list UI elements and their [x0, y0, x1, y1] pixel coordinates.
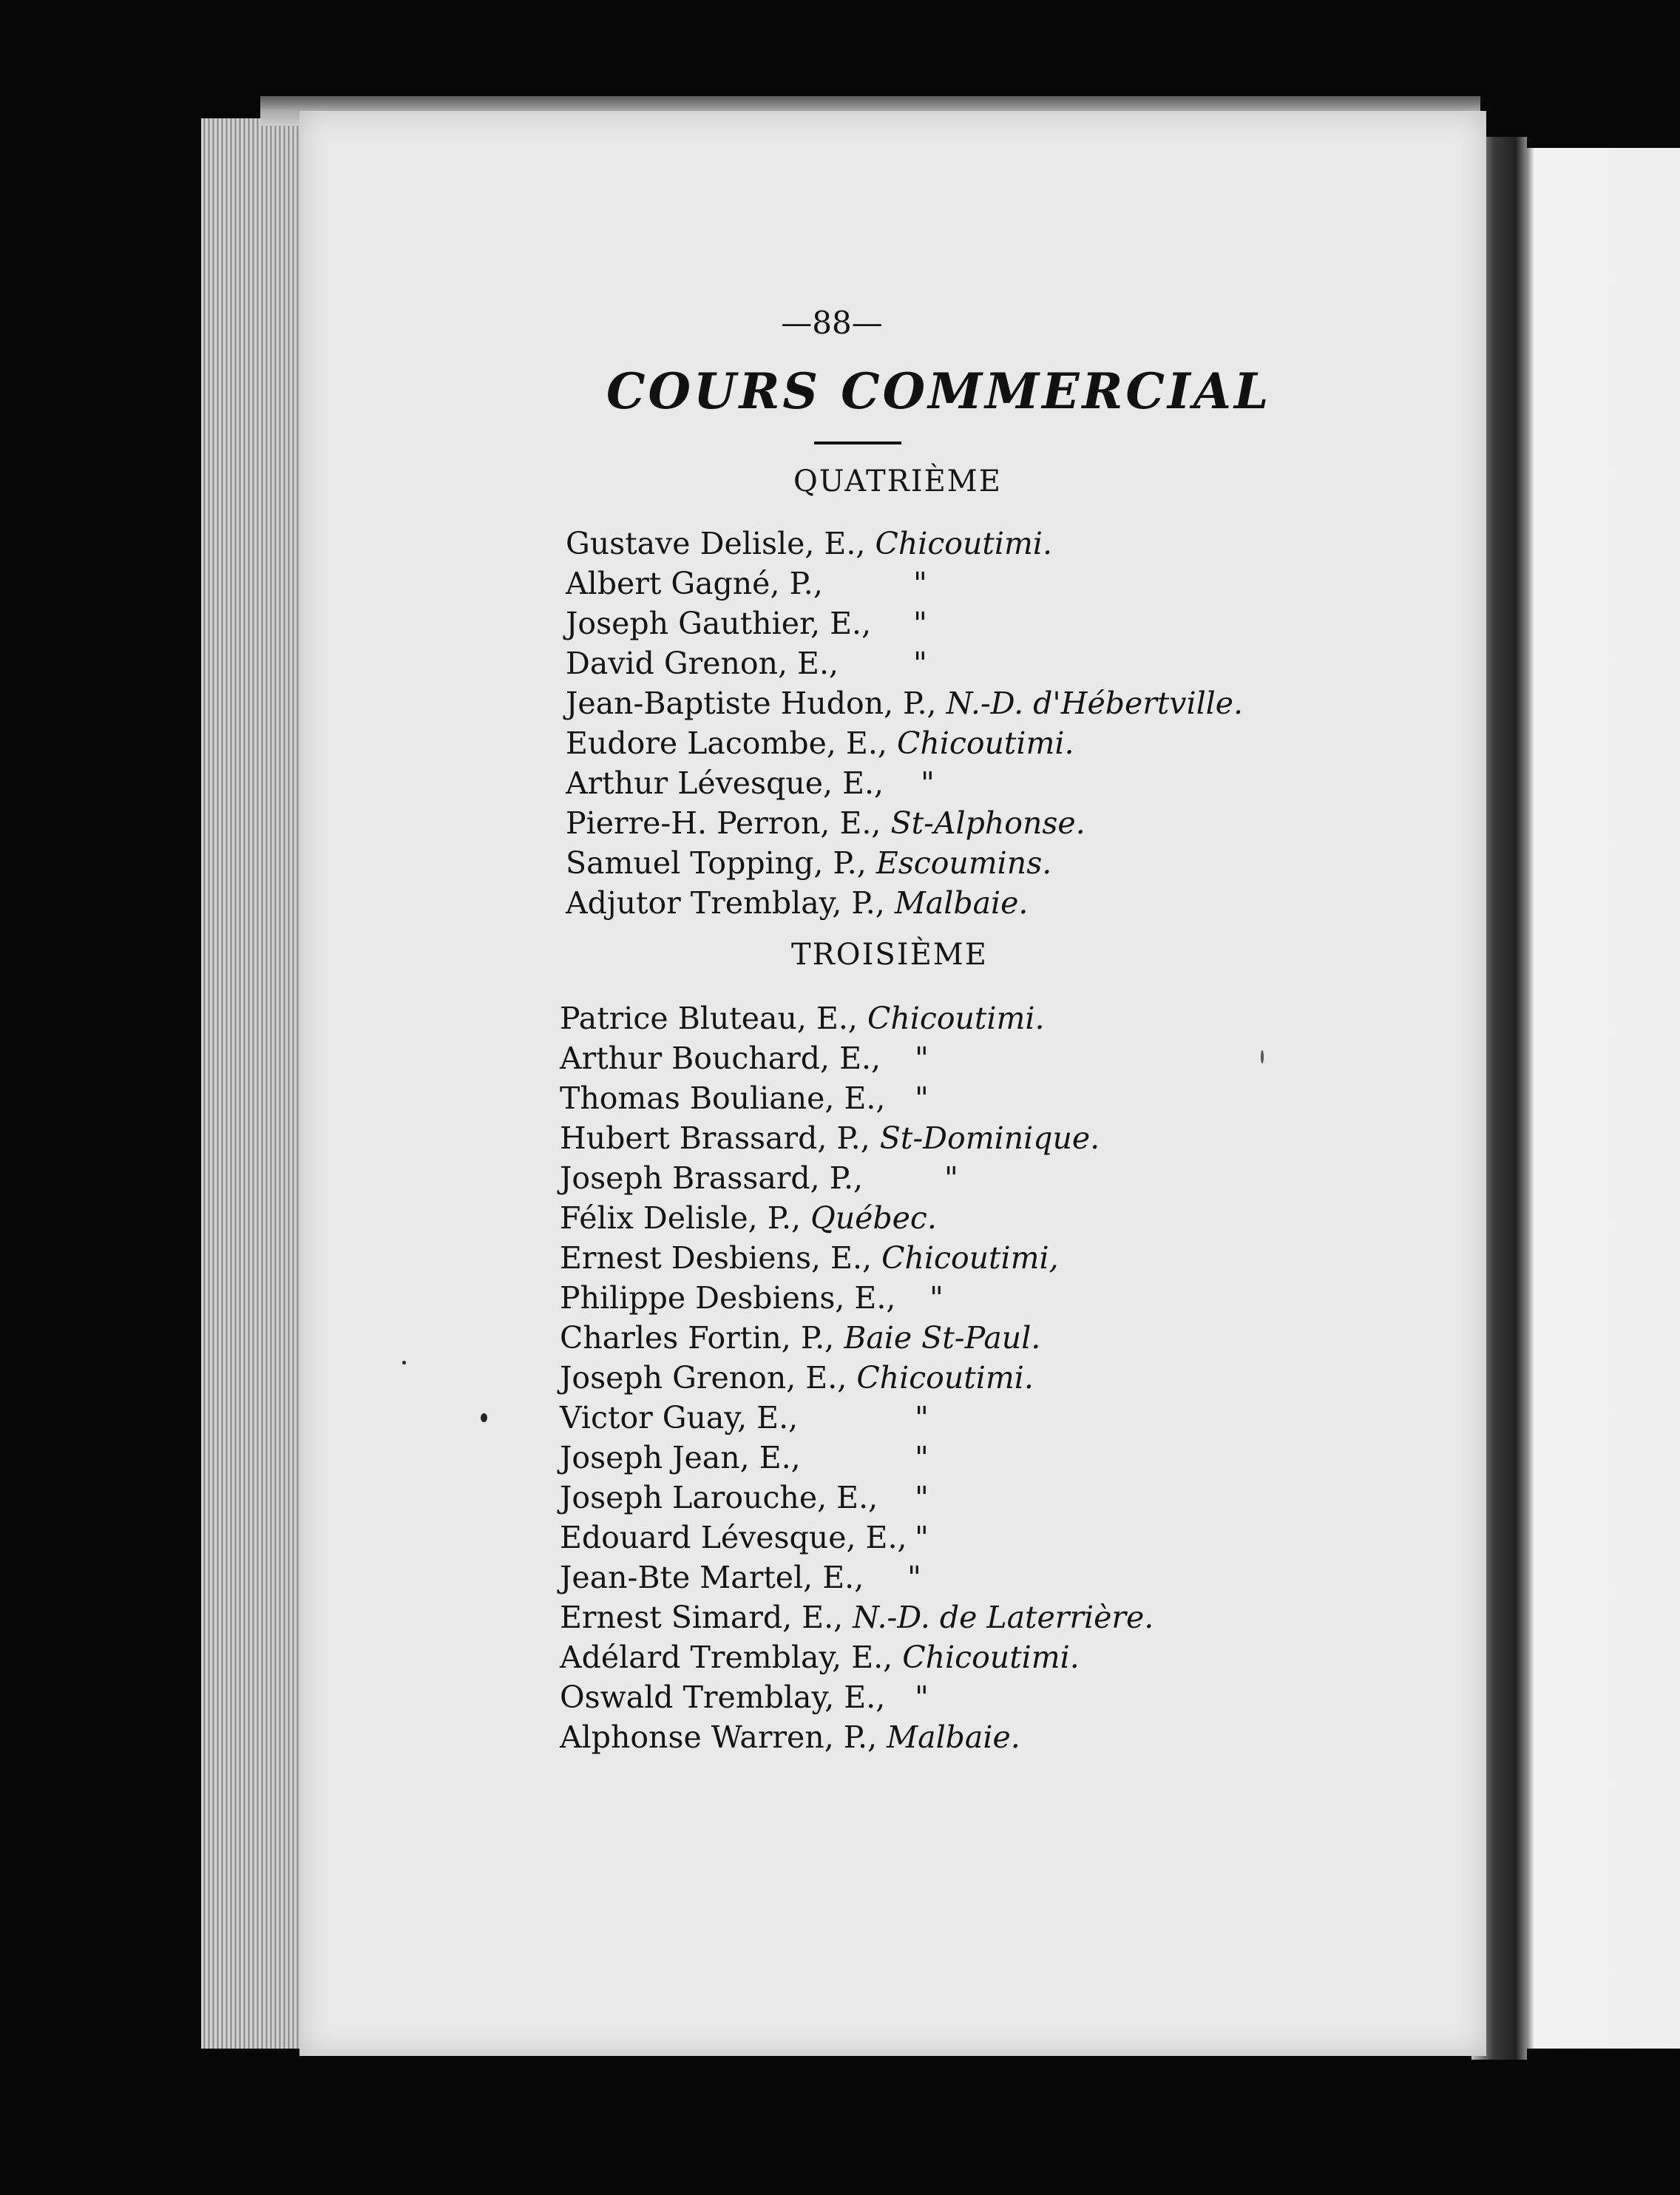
- list-item: [566, 683, 1243, 723]
- entry-name: Patrice Bluteau, E.,: [560, 1001, 867, 1036]
- entry-name: Edouard Lévesque, E.,: [560, 1520, 907, 1555]
- list-item: [560, 1558, 1154, 1597]
- entry-place: Escoumins.: [875, 845, 1052, 881]
- entry-name: Hubert Brassard, P.,: [560, 1120, 880, 1156]
- list-item: [560, 1198, 1154, 1238]
- book-page: [299, 111, 1486, 2056]
- entry-name: Arthur Lévesque, E.,: [566, 765, 884, 801]
- list-item: [566, 643, 1243, 683]
- list-item: [566, 803, 1243, 843]
- entry-name: Eudore Lacombe, E.,: [566, 726, 897, 761]
- entry-name: Joseph Grenon, E.,: [560, 1360, 857, 1396]
- list-item: [566, 843, 1243, 883]
- ditto-mark: ": [915, 1400, 929, 1435]
- list-item: [560, 1118, 1154, 1158]
- entry-place: St-Alphonse.: [890, 805, 1085, 841]
- section-heading-troisieme: TROISIÈME: [791, 938, 988, 972]
- entry-name: Adjutor Tremblay, P.,: [566, 885, 895, 921]
- list-item: [560, 1717, 1154, 1757]
- entry-place: Chicoutimi.: [875, 526, 1053, 561]
- entry-place: Québec.: [810, 1200, 937, 1236]
- entry-place: Baie St-Paul.: [844, 1320, 1041, 1356]
- entry-place: Chicoutimi.: [867, 1001, 1045, 1036]
- list-item: [560, 1238, 1154, 1278]
- entry-place: N.-D. d'Hébertville.: [946, 686, 1244, 721]
- entry-place: Chicoutimi.: [896, 726, 1074, 761]
- list-item: [566, 883, 1243, 923]
- entry-name: Joseph Brassard, P.,: [560, 1160, 864, 1196]
- entry-name: Ernest Desbiens, E.,: [560, 1240, 882, 1276]
- list-item: [560, 1078, 1154, 1118]
- entry-place: St-Dominique.: [879, 1120, 1100, 1156]
- entry-name: Jean-Baptiste Hudon, P.,: [566, 686, 946, 721]
- page-number: —88—: [781, 305, 883, 341]
- list-item: [560, 1038, 1154, 1078]
- title-underline: [814, 442, 901, 444]
- ditto-mark: ": [915, 1680, 929, 1715]
- page-speck: [402, 1361, 406, 1364]
- list-item: [566, 763, 1243, 803]
- list-item: [560, 1518, 1154, 1558]
- page-title: COURS COMMERCIAL: [606, 362, 1272, 420]
- entry-name: Ernest Simard, E.,: [560, 1600, 853, 1635]
- page-stack-edge: [201, 118, 305, 2049]
- ditto-mark: ": [915, 1480, 929, 1515]
- entry-name: Adélard Tremblay, E.,: [560, 1640, 903, 1675]
- entry-name: David Grenon, E.,: [566, 646, 839, 681]
- list-item: [560, 1637, 1154, 1677]
- ditto-mark: ": [915, 1520, 929, 1555]
- list-item: [566, 564, 1243, 603]
- list-item: [560, 1358, 1154, 1398]
- section-heading-quatrieme: QUATRIÈME: [793, 464, 1002, 498]
- entry-name: Pierre-H. Perron, E.,: [566, 805, 891, 841]
- entry-name: Jean-Bte Martel, E.,: [560, 1560, 864, 1595]
- ditto-mark: ": [915, 1440, 929, 1475]
- entry-name: Alphonse Warren, P.,: [560, 1719, 887, 1755]
- entry-name: Albert Gagné, P.,: [566, 566, 823, 601]
- list-item: [560, 1677, 1154, 1717]
- entry-list-quatrieme: [566, 524, 1243, 923]
- entry-name: Oswald Tremblay, E.,: [560, 1680, 886, 1715]
- facing-page-edge: [1520, 148, 1680, 2049]
- list-item: [560, 1478, 1154, 1518]
- ditto-mark: ": [907, 1560, 921, 1595]
- entry-name: Samuel Topping, P.,: [566, 845, 876, 881]
- entry-name: Philippe Desbiens, E.,: [560, 1280, 896, 1316]
- entry-place: Chicoutimi.: [856, 1360, 1034, 1396]
- list-item: [566, 723, 1243, 763]
- entry-name: Thomas Bouliane, E.,: [560, 1080, 886, 1116]
- entry-name: Félix Delisle, P.,: [560, 1200, 811, 1236]
- page-speck: [481, 1413, 487, 1422]
- list-item: [560, 1398, 1154, 1438]
- entry-name: Gustave Delisle, E.,: [566, 526, 875, 561]
- entry-place: N.-D. de Laterrière.: [853, 1600, 1154, 1635]
- ditto-mark: ": [915, 1080, 929, 1116]
- list-item: [560, 1278, 1154, 1318]
- entry-name: Charles Fortin, P.,: [560, 1320, 844, 1356]
- entry-name: Joseph Jean, E.,: [560, 1440, 801, 1475]
- entry-name: Arthur Bouchard, E.,: [560, 1041, 881, 1076]
- entry-name: Joseph Gauthier, E.,: [566, 606, 872, 641]
- ditto-mark: ": [944, 1160, 958, 1196]
- list-item: [566, 524, 1243, 564]
- ditto-mark: ": [913, 566, 927, 601]
- list-item: [560, 998, 1154, 1038]
- page-speck: [1261, 1050, 1264, 1063]
- entry-list-troisieme: [560, 998, 1154, 1757]
- list-item: [566, 603, 1243, 643]
- ditto-mark: ": [921, 765, 935, 801]
- entry-name: Victor Guay, E.,: [560, 1400, 799, 1435]
- entry-place: Malbaie.: [894, 885, 1029, 921]
- list-item: [560, 1158, 1154, 1198]
- entry-place: Malbaie.: [887, 1719, 1020, 1755]
- list-item: [560, 1438, 1154, 1478]
- ditto-mark: ": [929, 1280, 944, 1316]
- entry-name: Joseph Larouche, E.,: [560, 1480, 878, 1515]
- entry-place: Chicoutimi.: [902, 1640, 1080, 1675]
- ditto-mark: ": [913, 646, 927, 681]
- list-item: [560, 1597, 1154, 1637]
- entry-place: Chicoutimi,: [881, 1240, 1059, 1276]
- ditto-mark: ": [913, 606, 927, 641]
- list-item: [560, 1318, 1154, 1358]
- ditto-mark: ": [915, 1041, 929, 1076]
